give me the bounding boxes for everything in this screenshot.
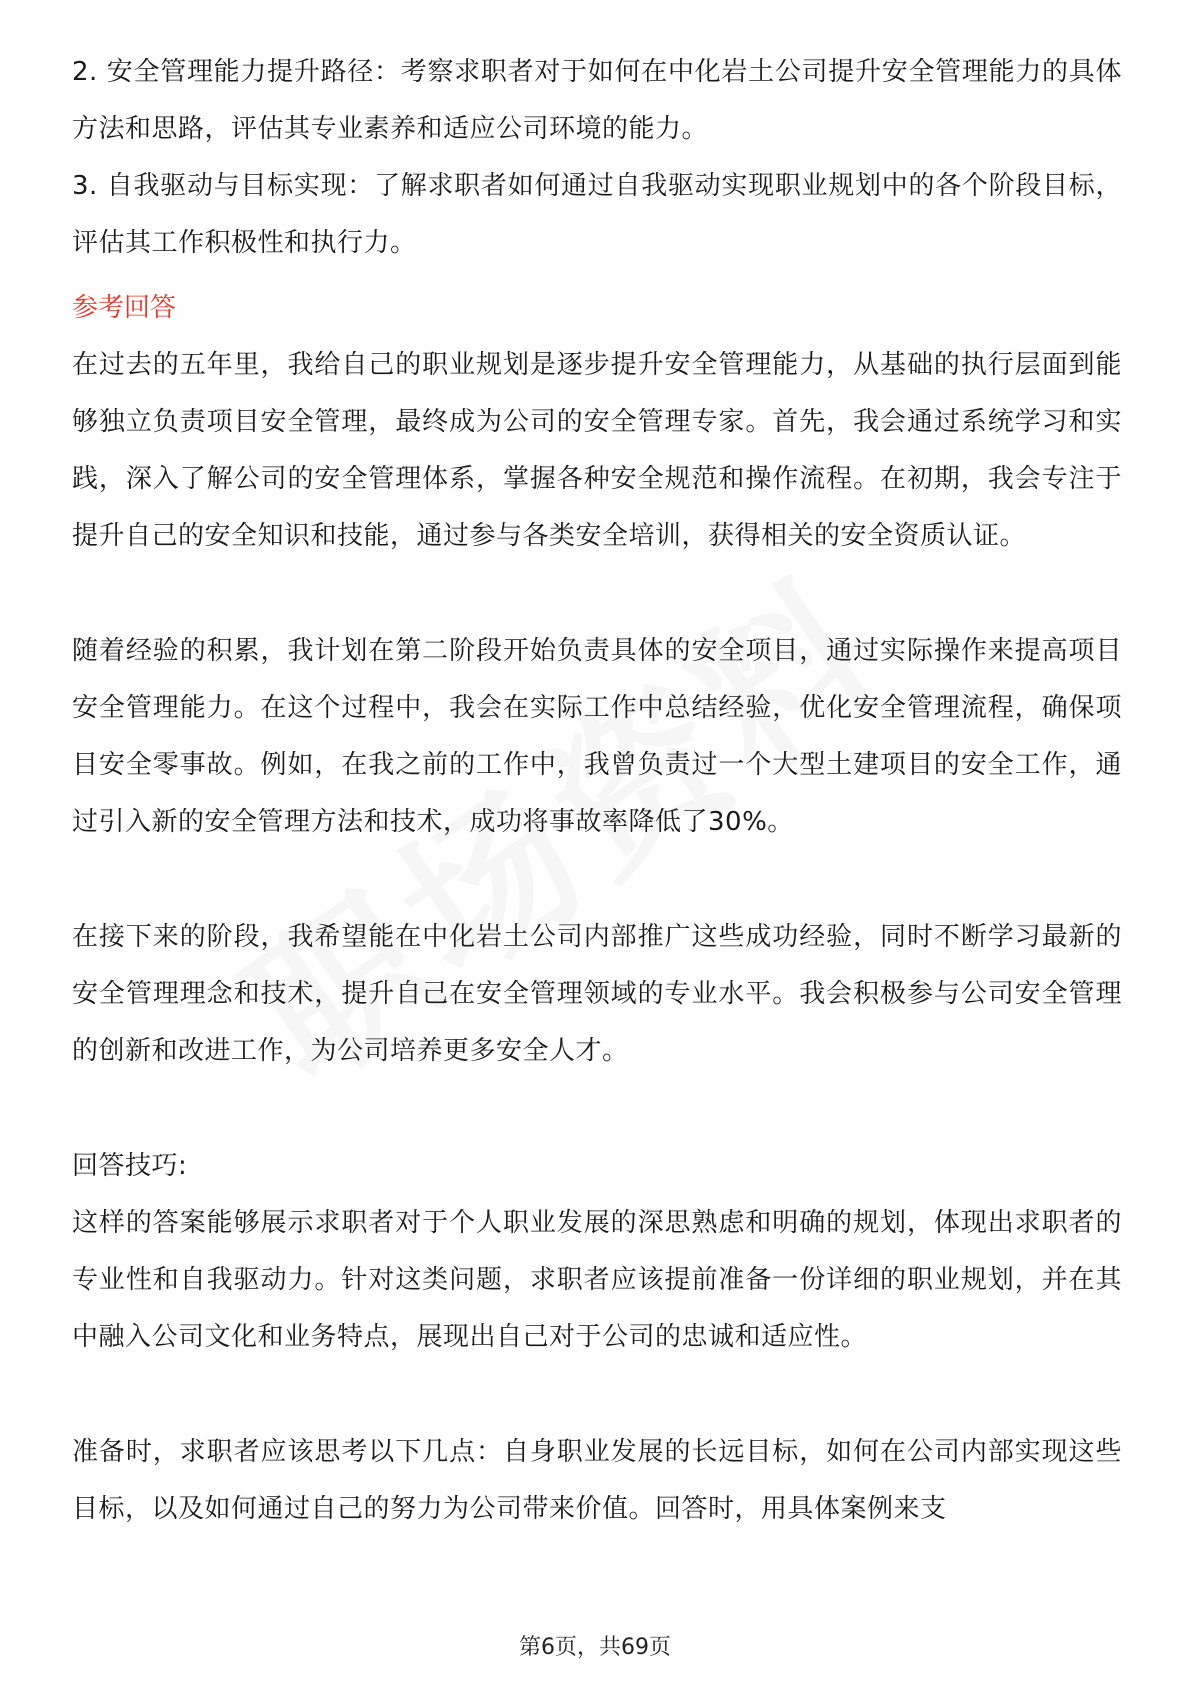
document-body	[72, 44, 1122, 1538]
tips-paragraph: 这样的答案能够展示求职者对于个人职业发展的深思熟虑和明确的规划，体现出求职者的专业性和自我驱动力。针对这类问题，求职者应该提前准备一份详细的职业规划，并在其中融入公司文化和业务特点，展现出自己对于公司的忠诚和适应性。	[72, 1208, 1122, 1352]
tips-heading: 回答技巧:	[72, 1151, 188, 1181]
answer-paragraph: 在接下来的阶段，我希望能在中化岩土公司内部推广这些成功经验，同时不断学习最新的安全管理理念和技术，提升自己在安全管理领域的专业水平。我会积极参与公司安全管理的创新和改进工作，为公司培养更多安全人才。	[72, 922, 1122, 1066]
answer-paragraph: 随着经验的积累，我计划在第二阶段开始负责具体的安全项目，通过实际操作来提高项目安全管理能力。在这个过程中，我会在实际工作中总结经验，优化安全管理流程，确保项目安全零事故。例如，在我之前的工作中，我曾负责过一个大型土建项目的安全工作，通过引入新的安全管理方法和技术，成功将事故率降低了30%。	[72, 636, 1122, 837]
question-point-2: 2. 安全管理能力提升路径：考察求职者对于如何在中化岩土公司提升安全管理能力的具体方法和思路，评估其专业素养和适应公司环境的能力。	[72, 57, 1122, 144]
tips-paragraph: 准备时，求职者应该思考以下几点：自身职业发展的长远目标，如何在公司内部实现这些目标，以及如何通过自己的努力为公司带来价值。回答时，用具体案例来支	[72, 1437, 1122, 1524]
page-number: 第6页，共69页	[519, 1635, 671, 1660]
reference-answer-heading: 参考回答	[72, 293, 177, 323]
answer-paragraph: 在过去的五年里，我给自己的职业规划是逐步提升安全管理能力，从基础的执行层面到能够独立负责项目安全管理，最终成为公司的安全管理专家。首先，我会通过系统学习和实践，深入了解公司的安全管理体系，掌握各种安全规范和操作流程。在初期，我会专注于提升自己的安全知识和技能，通过参与各类安全培训，获得相关的安全资质认证。	[72, 350, 1122, 551]
question-point-3: 3. 自我驱动与目标实现：了解求职者如何通过自我驱动实现职业规划中的各个阶段目标，评估其工作积极性和执行力。	[72, 171, 1122, 258]
